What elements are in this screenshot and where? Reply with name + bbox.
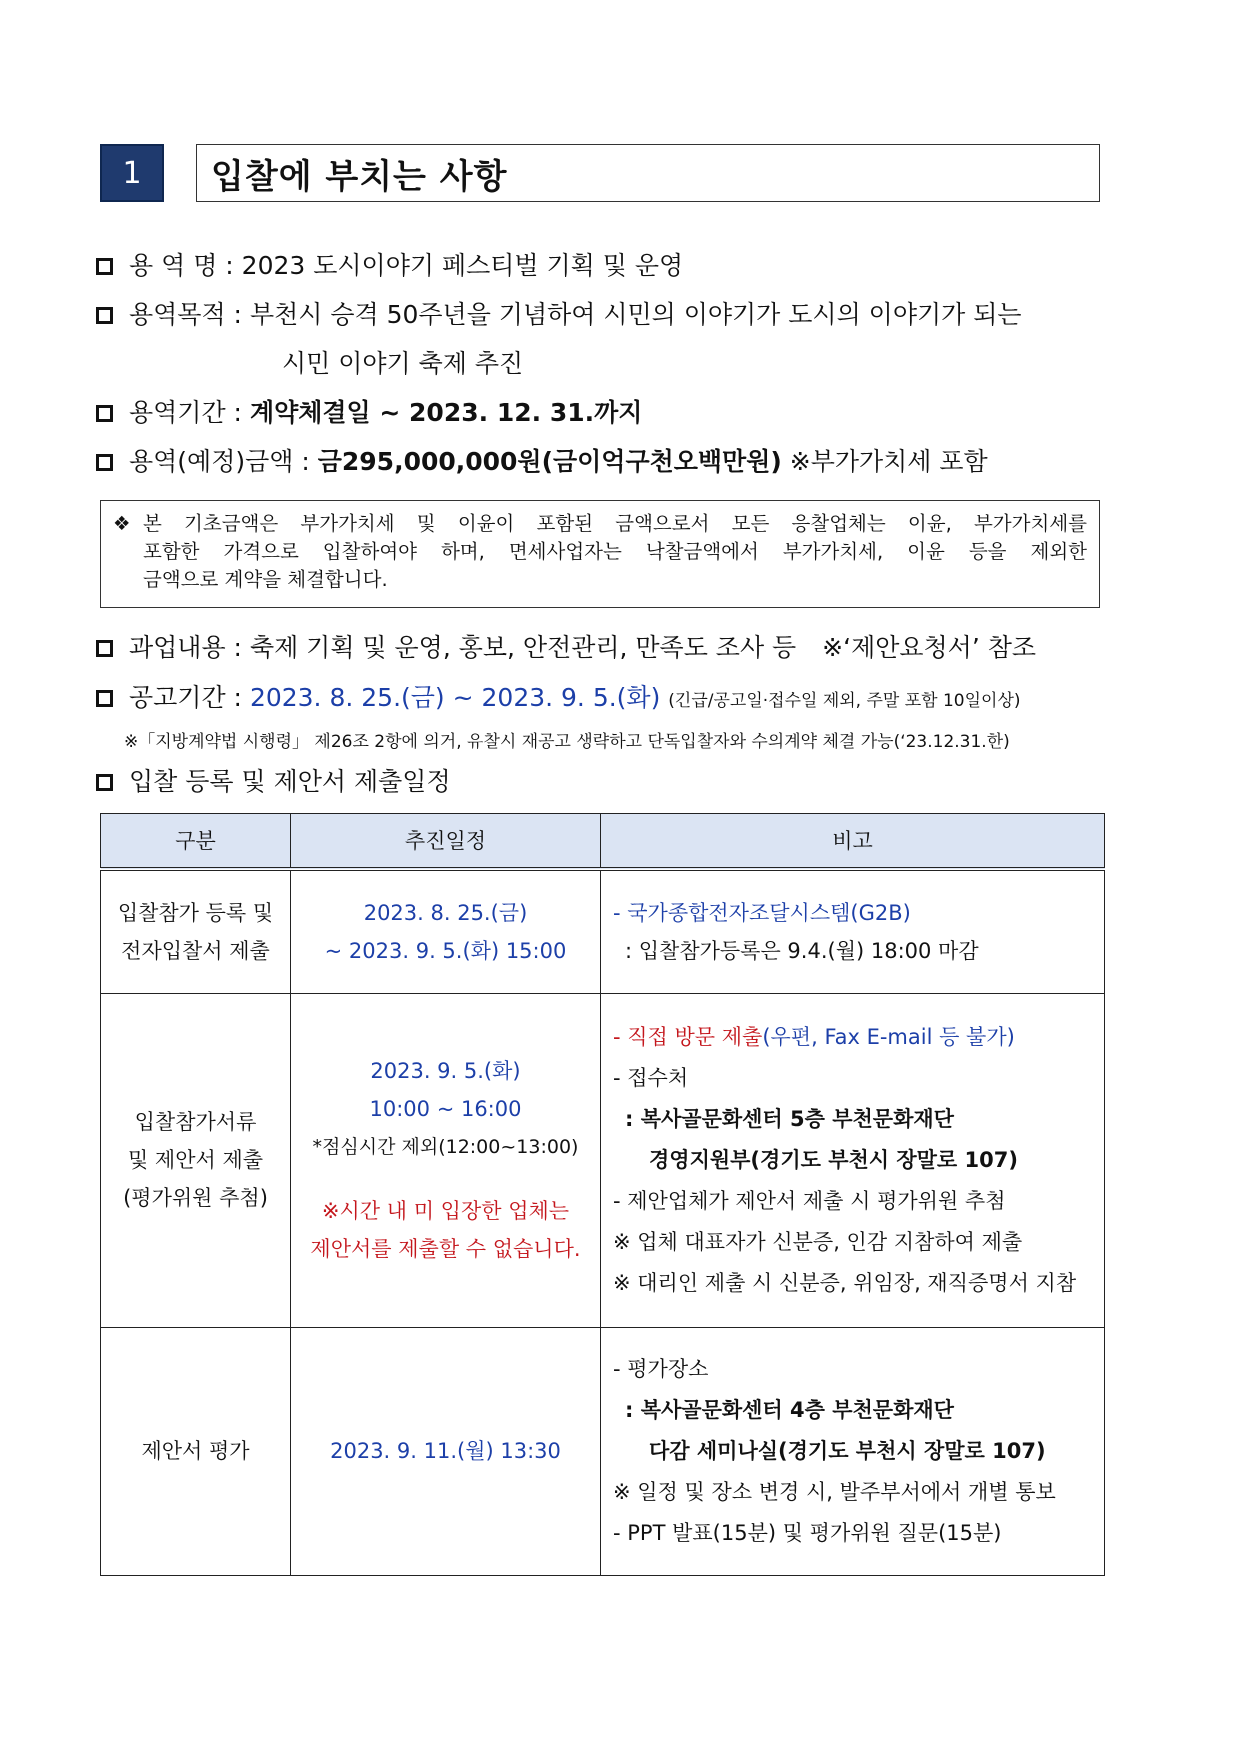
scope-line bbox=[96, 630, 1106, 666]
checkbox-icon bbox=[96, 640, 113, 657]
purpose-label: 용역목적 : bbox=[129, 300, 242, 329]
law-note: ※「지방계약법 시행령」 제26조 2항에 의거, 유찰시 재공고 생략하고 단독입찰자와 수의계약 체결 가능(‘23.12.31.한) bbox=[124, 732, 1010, 752]
service-name-value: 2023 도시이야기 페스티벌 기획 및 운영 bbox=[241, 251, 684, 280]
amount-value: 금295,000,000원(금이억구천오백만원) bbox=[317, 447, 782, 476]
header-category: 구분 bbox=[101, 814, 291, 870]
scope-label: 과업내용 : bbox=[129, 633, 242, 662]
checkbox-icon bbox=[96, 690, 113, 707]
row3-category: 제안서 평가 bbox=[101, 1327, 291, 1575]
row2-date: 2023. 9. 5.(화) 10:00 ~ 16:00 *점심시간 제외(12:00~13:00) ※시간 내 미 입장한 업체는 제안서를 제출할 수 없습니다. bbox=[291, 993, 601, 1327]
amount-line bbox=[96, 444, 1106, 480]
table-row bbox=[101, 869, 1105, 993]
amount-note: ※부가가치세 포함 bbox=[789, 447, 988, 476]
row1-category: 입찰참가 등록 및 전자입찰서 제출 bbox=[101, 869, 291, 993]
row3-date: 2023. 9. 11.(월) 13:30 bbox=[291, 1327, 601, 1575]
notice-line1: 본 기초금액은 부가가치세 및 이윤이 포함된 금액으로서 모든 응찰업체는 이윤, 부가가치세를 bbox=[143, 512, 1087, 535]
row1-date: 2023. 8. 25.(금) ~ 2023. 9. 5.(화) 15:00 bbox=[291, 869, 601, 993]
diamond-bullet-icon: ❖ bbox=[113, 512, 131, 535]
section-title: 입찰에 부치는 사항 bbox=[196, 144, 1100, 202]
schedule-title-line bbox=[96, 764, 1106, 800]
announce-value: 2023. 8. 25.(금) ~ 2023. 9. 5.(화) bbox=[249, 683, 661, 712]
checkbox-icon bbox=[96, 307, 113, 324]
scope-value: 축제 기획 및 운영, 홍보, 안전관리, 만족도 조사 등 bbox=[249, 633, 797, 662]
checkbox-icon bbox=[96, 405, 113, 422]
schedule-title: 입찰 등록 및 제안서 제출일정 bbox=[129, 767, 451, 796]
period-value: 계약체결일 ~ 2023. 12. 31.까지 bbox=[249, 398, 643, 427]
table-row bbox=[101, 1327, 1105, 1575]
header-schedule: 추진일정 bbox=[291, 814, 601, 870]
table-header-row bbox=[101, 814, 1105, 870]
amount-label: 용역(예정)금액 : bbox=[129, 447, 310, 476]
row2-remarks: - 직접 방문 제출(우편, Fax E-mail 등 불가) - 접수처 : 복사골문화센터 5층 부천문화재단 경영지원부(경기도 부천시 장말로 107) - 제안업체가 제안서 제출 시 평가위원 추첨 ※ 업체 대표자가 신분증, 인감 지참하여 제출 ※ 대리인 제출 시 신분증, 위임장, 재직증명서 지참 bbox=[601, 993, 1105, 1327]
purpose-value-line1: 부천시 승격 50주년을 기념하여 시민의 이야기가 도시의 이야기가 되는 bbox=[249, 300, 1022, 329]
scope-reference: ※‘제안요청서’ 참조 bbox=[822, 633, 1037, 662]
row3-remarks: - 평가장소 : 복사골문화센터 4층 부천문화재단 다감 세미나실(경기도 부천시 장말로 107) ※ 일정 및 장소 변경 시, 발주부서에서 개별 통보 - PPT 발표(15분) 및 평가위원 질문(15분) bbox=[601, 1327, 1105, 1575]
checkbox-icon bbox=[96, 258, 113, 275]
header-remarks: 비고 bbox=[601, 814, 1105, 870]
row2-category: 입찰참가서류 및 제안서 제출 (평가위원 추첨) bbox=[101, 993, 291, 1327]
announce-label: 공고기간 : bbox=[129, 683, 242, 712]
row1-remarks: - 국가종합전자조달시스템(G2B) : 입찰참가등록은 9.4.(월) 18:00 마감 bbox=[601, 869, 1105, 993]
section-number-badge: 1 bbox=[100, 144, 164, 202]
service-name-line bbox=[96, 248, 1106, 284]
checkbox-icon bbox=[96, 774, 113, 791]
purpose-value-line2: 시민 이야기 축제 추진 bbox=[282, 349, 524, 378]
period-label: 용역기간 : bbox=[129, 398, 242, 427]
announce-line bbox=[96, 680, 1106, 719]
notice-line3: 금액으로 계약을 체결합니다. bbox=[143, 568, 388, 591]
announce-note: (긴급/공고일·접수일 제외, 주말 포함 10일이상) bbox=[668, 691, 1021, 711]
purpose-line bbox=[96, 297, 1106, 333]
notice-line2: 포함한 가격으로 입찰하여야 하며, 면세사업자는 낙찰금액에서 부가가치세, 이윤 등을 제외한 bbox=[143, 540, 1087, 563]
table-row bbox=[101, 993, 1105, 1327]
schedule-table bbox=[100, 813, 1105, 1576]
service-name-label: 용 역 명 : bbox=[129, 251, 234, 280]
basic-amount-notice bbox=[100, 500, 1100, 608]
checkbox-icon bbox=[96, 454, 113, 471]
period-line bbox=[96, 395, 1106, 431]
